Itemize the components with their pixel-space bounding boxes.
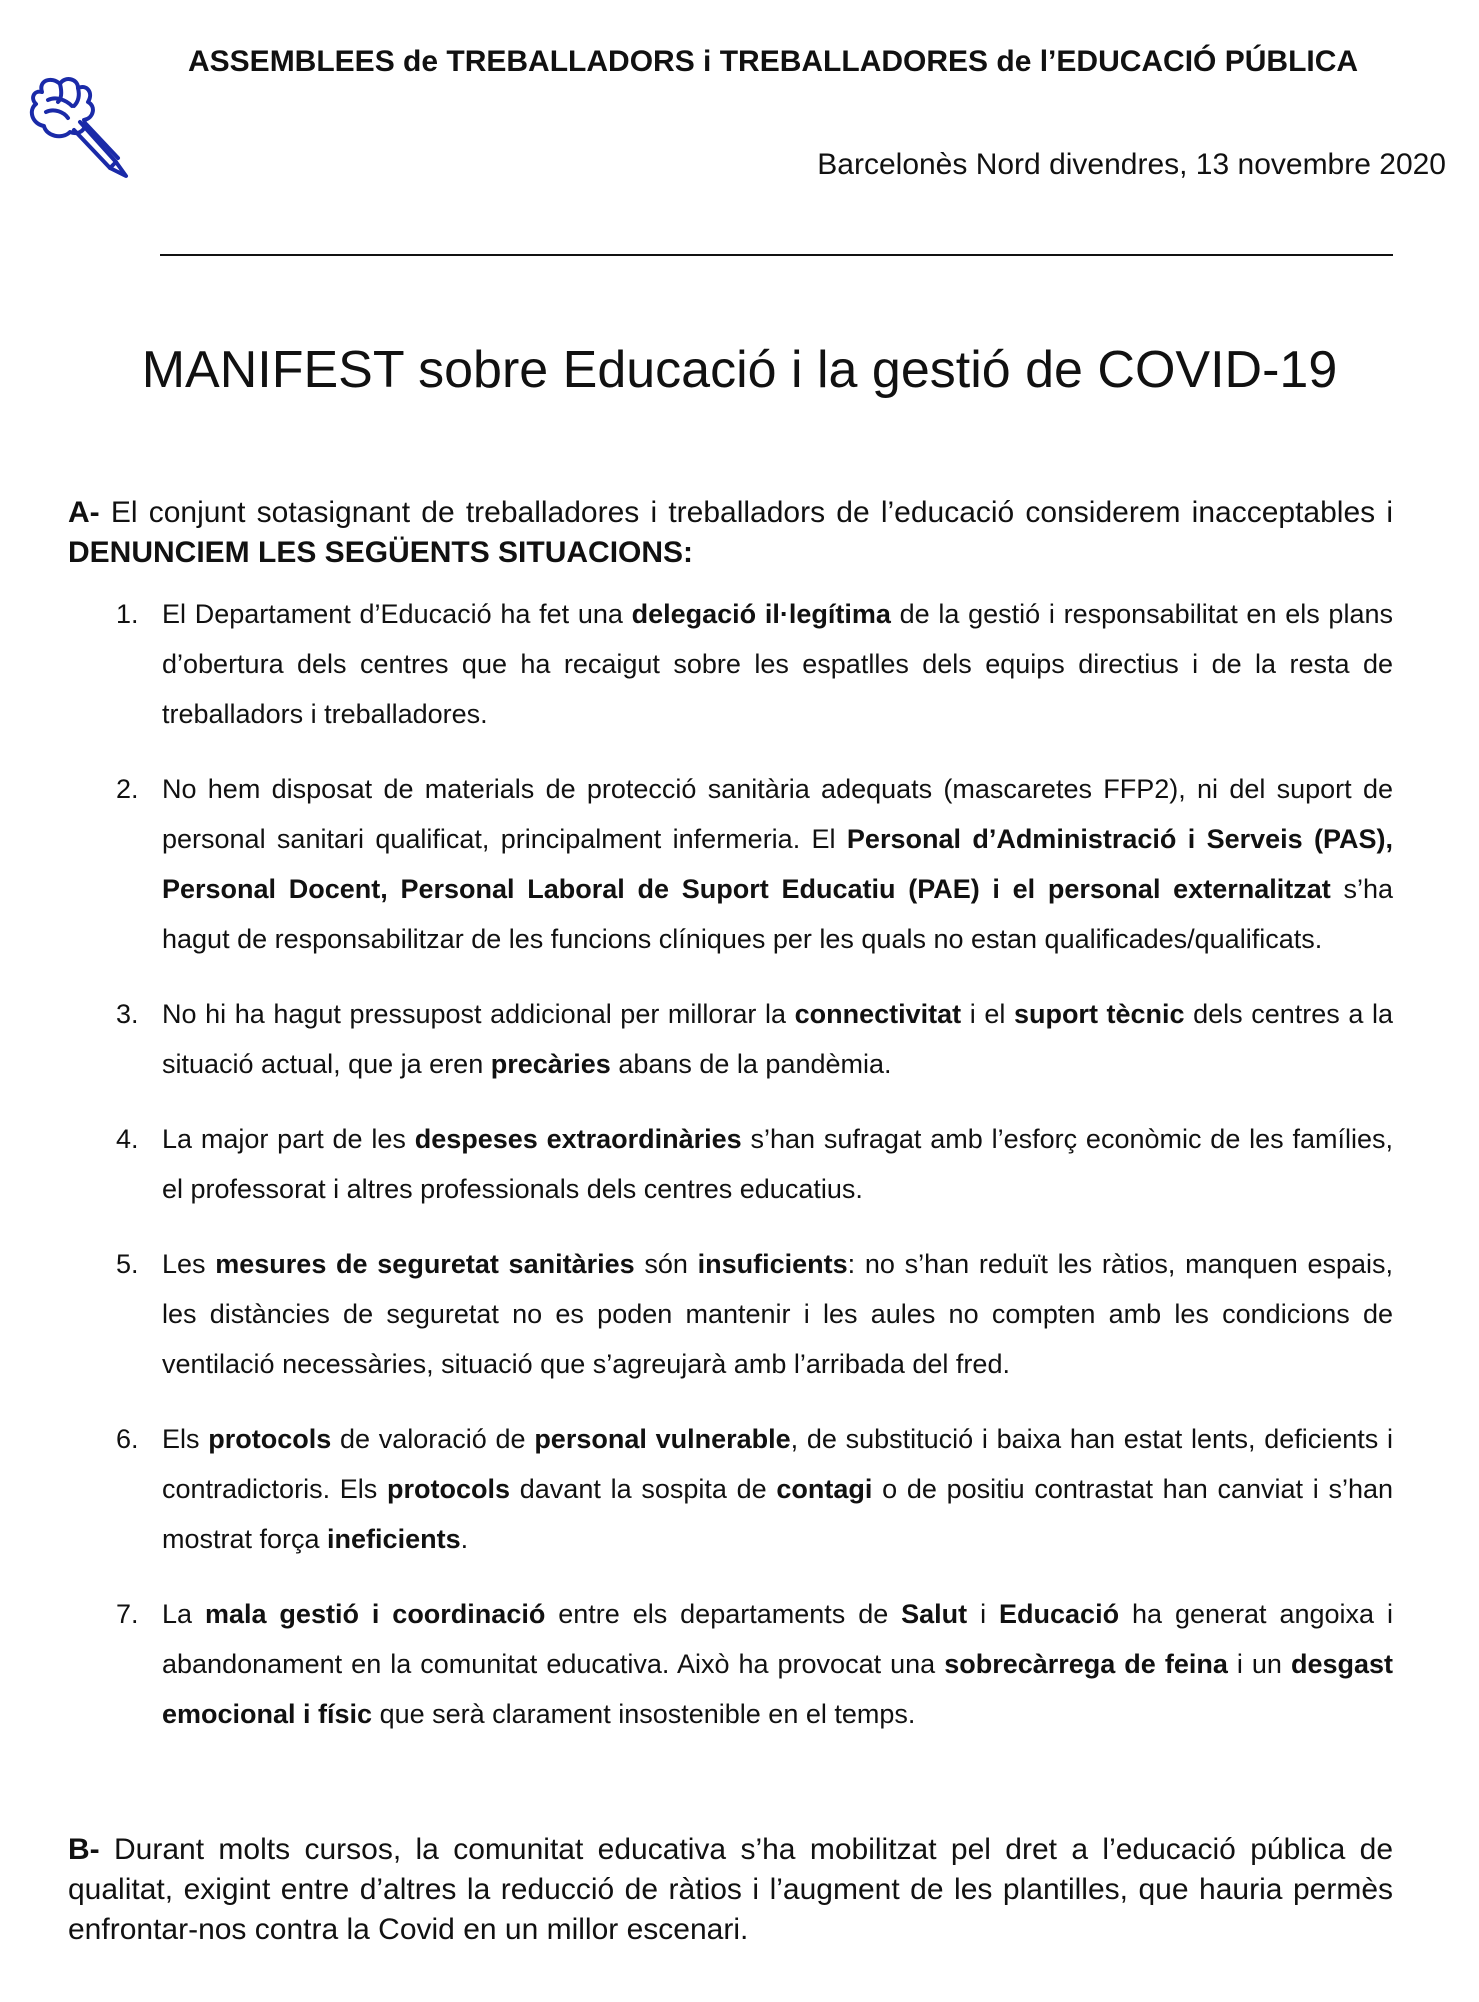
section-b-label: B-	[68, 1833, 100, 1866]
divider	[160, 254, 1393, 256]
document-date: Barcelonès Nord divendres, 13 novembre 2020	[817, 148, 1446, 181]
list-item	[112, 589, 1393, 739]
list-item-text: o de positiu contrastat han canviat i s’han mostrat força	[162, 1474, 1394, 1554]
list-item-emphasis: protocols	[208, 1424, 332, 1454]
list-item-text: entre els departaments de	[545, 1599, 902, 1629]
list-item-emphasis: precàries	[490, 1049, 611, 1079]
section-b-text: Durant molts cursos, la comunitat educativa s’ha mobilitzat pel dret a l’educació pública de qualitat, exigint entre d’altres la reducció de ràtios i l’augment de les plantilles, que hauria permès enfrontar-nos contra la Covid en un millor escenari.	[68, 1833, 1393, 1946]
list-item-text: dels centres a la situació actual, que ja eren	[162, 999, 1394, 1079]
list-item-emphasis: mala gestió i coordinació	[204, 1599, 546, 1629]
list-item-emphasis: contagi	[776, 1474, 873, 1504]
section-a	[68, 493, 1393, 573]
list-item-emphasis: personal vulnerable	[534, 1424, 791, 1454]
list-item-number: 7.	[116, 1599, 139, 1629]
organization-name: ASSEMBLEES de TREBALLADORS i TREBALLADORES de l’EDUCACIÓ PÚBLICA	[188, 45, 1359, 78]
list-item-text: ha generat angoixa i abandonament en la comunitat educativa. Això ha provocat una	[162, 1599, 1393, 1679]
list-item-text: s’han sufragat amb l’esforç econòmic de les famílies, el professorat i altres professionals dels centres educatius.	[162, 1124, 1394, 1204]
list-item-text: davant la sospita de	[510, 1474, 777, 1504]
page-title: MANIFEST sobre Educació i la gestió de COVID-19	[141, 341, 1338, 399]
list-item-text: de valoració de	[331, 1424, 535, 1454]
list-item-text: abans de la pandèmia.	[610, 1049, 892, 1079]
fist-pencil-icon	[22, 70, 134, 182]
list-item-emphasis: insuficients	[697, 1249, 848, 1279]
list-item-emphasis: despeses extraordinàries	[414, 1124, 742, 1154]
list-item	[112, 1114, 1393, 1214]
list-item-emphasis: delegació il·legítima	[631, 599, 891, 629]
list-item	[112, 764, 1393, 964]
list-item	[112, 1414, 1393, 1564]
list-item-number: 5.	[116, 1249, 139, 1279]
list-item-text: : no s’han reduït les ràtios, manquen espais, les distàncies de seguretat no es poden mantenir i les aules no compten amb les condicions de ventilació necessàries, situació que s’agreujarà amb l’arribada del fred.	[162, 1249, 1393, 1379]
list-item-emphasis: protocols	[387, 1474, 511, 1504]
section-a-bold-tail: DENUNCIEM LES SEGÜENTS SITUACIONS:	[68, 536, 694, 569]
complaints-list	[112, 589, 1393, 1764]
list-item-text: No hi ha hagut pressupost addicional per millorar la	[162, 999, 795, 1029]
list-item-number: 1.	[116, 599, 139, 629]
list-item-number: 3.	[116, 999, 139, 1029]
section-b	[68, 1830, 1393, 1950]
list-item-emphasis: sobrecàrrega de feina	[944, 1649, 1228, 1679]
list-item	[112, 989, 1393, 1089]
list-item-text: Les	[162, 1249, 216, 1279]
list-item-text: Els	[162, 1424, 209, 1454]
section-a-text: El conjunt sotasignant de treballadores i treballadors de l’educació considerem inacceptables i	[99, 496, 1393, 529]
list-item-text: són	[634, 1249, 698, 1279]
list-item-text: i	[967, 1599, 1000, 1629]
list-item-emphasis: ineficients	[327, 1524, 461, 1554]
list-item-text: .	[460, 1524, 469, 1554]
list-item-text: s’ha hagut de responsabilitzar de les funcions clíniques per les quals no estan qualificades/qualificats.	[162, 874, 1393, 954]
list-item-emphasis: suport tècnic	[1013, 999, 1185, 1029]
list-item	[112, 1589, 1393, 1739]
list-item-text: La	[162, 1599, 205, 1629]
list-item-text: que serà clarament insostenible en el temps.	[372, 1699, 916, 1729]
list-item-text: de la gestió i responsabilitat en els plans d’obertura dels centres que ha recaigut sobre les espatlles dels equips directius i de la resta de treballadors i treballadores.	[162, 599, 1393, 729]
list-item-emphasis: Personal d’Administració i Serveis (PAS), Personal Docent, Personal Laboral de Suport Educatiu (PAE) i el personal externalitzat	[162, 824, 1393, 904]
list-item-emphasis: desgast emocional i físic	[162, 1649, 1393, 1729]
list-item-text: i el	[961, 999, 1014, 1029]
list-item-number: 6.	[116, 1424, 139, 1454]
list-item-text: , de substitució i baixa han estat lents, deficients i contradictoris. Els	[162, 1424, 1394, 1504]
list-item-emphasis: connectivitat	[794, 999, 962, 1029]
list-item-number: 2.	[116, 774, 139, 804]
list-item-emphasis: Salut	[901, 1599, 968, 1629]
list-item-number: 4.	[116, 1124, 139, 1154]
list-item-text: i un	[1227, 1649, 1291, 1679]
section-a-label: A-	[68, 496, 100, 529]
list-item-emphasis: mesures de seguretat sanitàries	[215, 1249, 635, 1279]
list-item-text: El Departament d’Educació ha fet una	[162, 599, 632, 629]
list-item-text: La major part de les	[162, 1124, 415, 1154]
list-item-text: No hem disposat de materials de protecció sanitària adequats (mascaretes FFP2), ni del suport de personal sanitari qualificat, principalment infermeria. El	[162, 774, 1393, 854]
list-item	[112, 1239, 1393, 1389]
list-item-emphasis: Educació	[999, 1599, 1120, 1629]
